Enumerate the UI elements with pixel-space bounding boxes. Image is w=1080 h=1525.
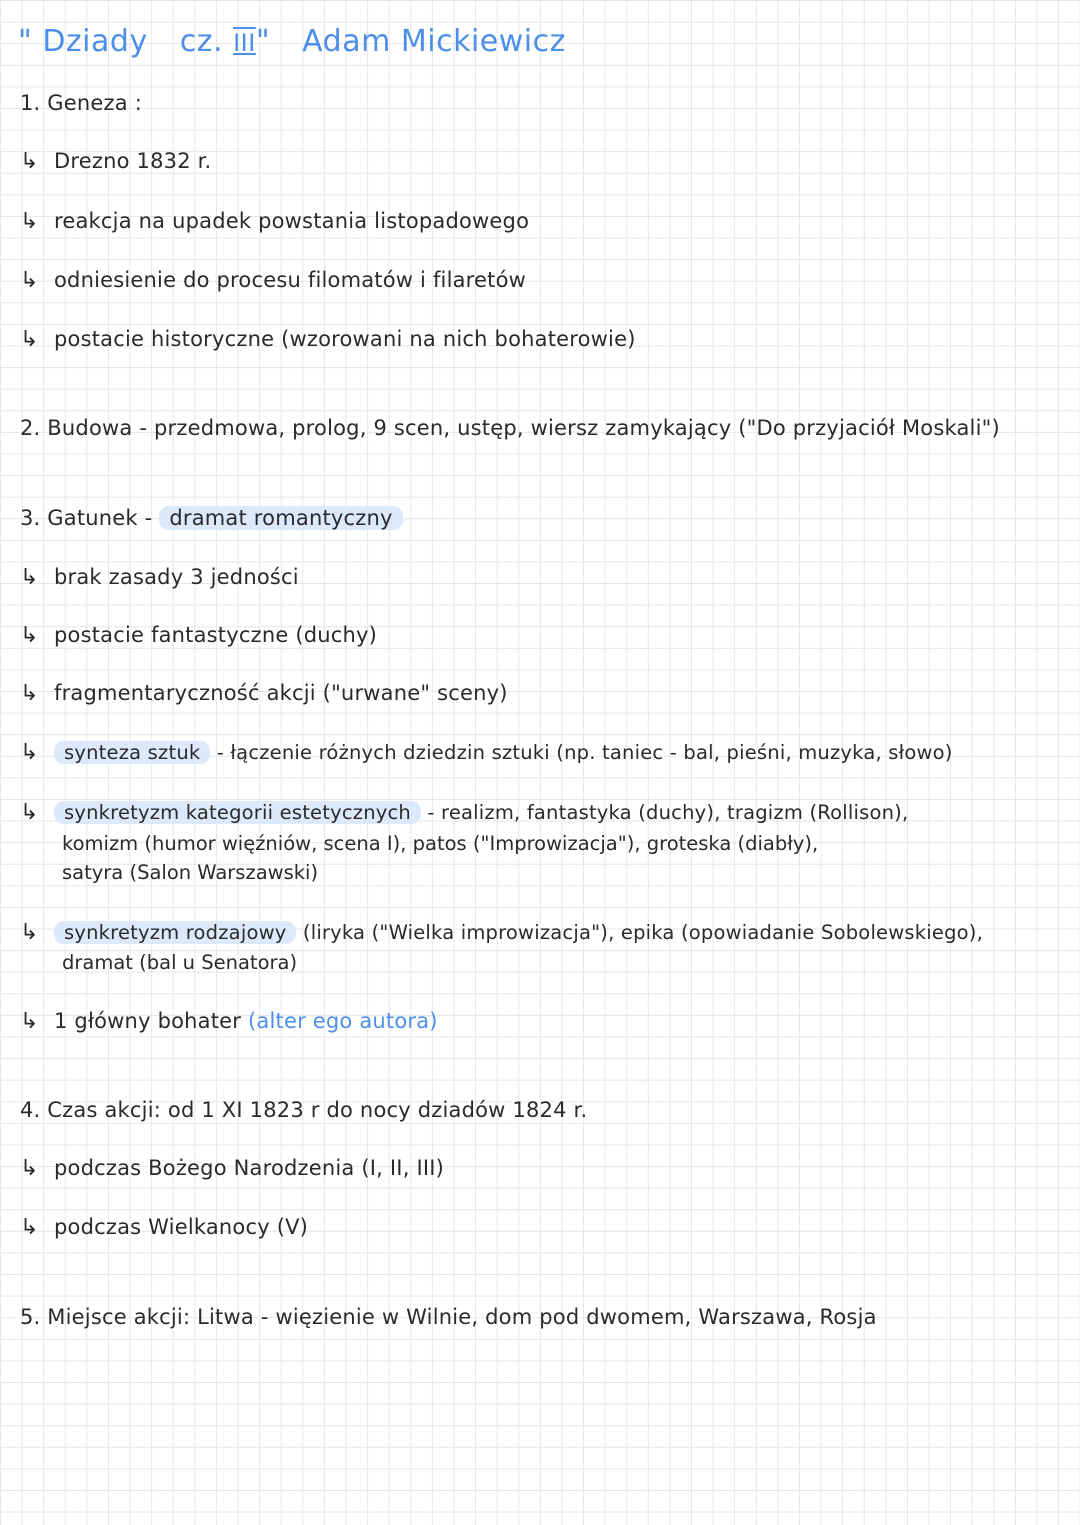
section-3-item <box>20 1006 438 1037</box>
section-3-item-highlight: synkretyzm rodzajowy <box>54 921 296 944</box>
title-roman-numeral: III <box>233 29 256 57</box>
arrow-icon: ↳ <box>20 209 39 234</box>
section-3-item <box>20 562 299 593</box>
section-1-item <box>20 324 636 355</box>
section-3-item-text: - łączenie różnych dziedzin sztuki (np. taniec - bal, pieśni, muzyka, słowo) <box>216 741 953 764</box>
section-5-text: Litwa - więzienie w Wilnie, dom pod dwomem, Warszawa, Rosja <box>197 1305 877 1329</box>
section-3-item <box>20 678 508 709</box>
section-2-line <box>20 413 1000 443</box>
section-3-item-continuation <box>62 829 818 859</box>
section-1-item <box>20 265 526 296</box>
section-2-text: przedmowa, prolog, 9 scen, ustęp, wiersz zamykający ("Do przyjaciół Moskali") <box>154 416 1000 440</box>
section-3-item-continuation <box>62 948 297 978</box>
arrow-icon: ↳ <box>20 740 39 765</box>
title-part-dziady: " Dziady <box>18 24 148 59</box>
arrow-icon: ↳ <box>20 623 39 648</box>
title-author: Adam Mickiewicz <box>302 24 566 59</box>
continuation-text: komizm (humor więźniów, scena I), patos ("Improwizacja"), groteska (diabły), <box>62 832 819 855</box>
section-3-item <box>20 918 983 948</box>
section-4-heading: 4. Czas akcji: <box>20 1098 162 1122</box>
section-2-heading: 2. Budowa - <box>20 416 148 440</box>
section-4-item-text: podczas Wielkanocy (V) <box>54 1215 309 1239</box>
section-4-item-text: podczas Bożego Narodzenia (I, II, III) <box>54 1156 445 1180</box>
section-3-item-highlight: synteza sztuk <box>54 741 210 764</box>
arrow-icon: ↳ <box>20 1009 39 1034</box>
section-4-item <box>20 1153 444 1184</box>
section-3-heading-text: 3. Gatunek - <box>20 506 153 530</box>
section-4-line <box>20 1095 587 1125</box>
section-3-item-text: postacie fantastyczne (duchy) <box>54 623 378 647</box>
section-3-item-text: (liryka ("Wielka improwizacja"), epika (opowiadanie Sobolewskiego), <box>302 921 983 944</box>
section-1-item-text: Drezno 1832 r. <box>54 149 212 173</box>
section-1-item-text: reakcja na upadek powstania listopadowego <box>54 209 530 233</box>
alter-ego-note: (alter ego autora) <box>248 1009 438 1033</box>
section-3-item-highlight: synkretyzm kategorii estetycznych <box>54 801 421 824</box>
continuation-text: dramat (bal u Senatora) <box>62 951 298 974</box>
arrow-icon: ↳ <box>20 149 39 174</box>
continuation-text: satyra (Salon Warszawski) <box>62 861 319 884</box>
arrow-icon: ↳ <box>20 681 39 706</box>
page-title <box>18 22 566 63</box>
section-3-item-text: brak zasady 3 jedności <box>54 565 299 589</box>
section-4-item <box>20 1212 308 1243</box>
section-3-item-continuation <box>62 858 318 888</box>
arrow-icon: ↳ <box>20 1215 39 1240</box>
section-5-heading: 5. Miejsce akcji: <box>20 1305 191 1329</box>
arrow-icon: ↳ <box>20 800 39 825</box>
section-3-highlight: dramat romantyczny <box>159 506 402 530</box>
section-1-item <box>20 146 211 177</box>
section-3-item <box>20 798 908 828</box>
section-3-item <box>20 738 953 768</box>
section-5-line <box>20 1302 877 1332</box>
title-quote-close: " <box>255 24 271 59</box>
section-3-item-text: 1 główny bohater <box>54 1009 242 1033</box>
arrow-icon: ↳ <box>20 920 39 945</box>
section-1-heading <box>20 88 142 118</box>
arrow-icon: ↳ <box>20 1156 39 1181</box>
section-1-heading-text: 1. Geneza : <box>20 91 142 115</box>
arrow-icon: ↳ <box>20 565 39 590</box>
section-3-heading <box>20 503 403 533</box>
arrow-icon: ↳ <box>20 268 39 293</box>
section-1-item-text: postacie historyczne (wzorowani na nich bohaterowie) <box>54 327 636 351</box>
arrow-icon: ↳ <box>20 327 39 352</box>
section-3-item <box>20 620 377 651</box>
section-3-item-text: fragmentaryczność akcji ("urwane" sceny) <box>54 681 508 705</box>
section-1-item-text: odniesienie do procesu filomatów i filaretów <box>54 268 527 292</box>
section-4-text: od 1 XI 1823 r do nocy dziadów 1824 r. <box>167 1098 588 1122</box>
section-3-item-text: - realizm, fantastyka (duchy), tragizm (Rollison), <box>427 801 909 824</box>
title-part-cz: cz. <box>179 24 224 59</box>
section-1-item <box>20 206 529 237</box>
